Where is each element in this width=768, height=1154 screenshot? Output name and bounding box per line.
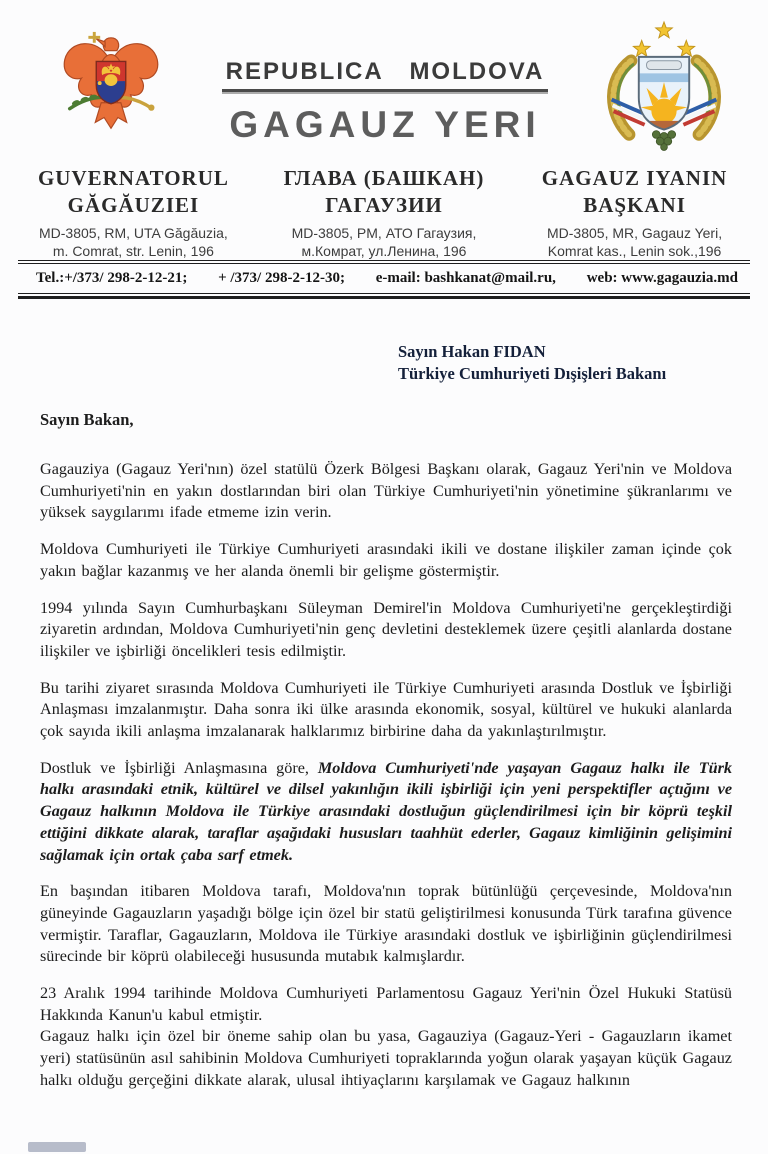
gagauzia-coat-of-arms bbox=[600, 16, 728, 159]
scan-artifact bbox=[28, 1142, 86, 1152]
office-title-russian: ГЛАВА (БАШКАН) ГАГАУЗИИ bbox=[283, 166, 485, 217]
paragraph-5-quote: Moldova Cumhuriyeti'nde yaşayan Gagauz halkı ile Türk halkı arasındaki etnik, kültürel ve dilsel yakınlığın ikili işbirliği için yeni perspektifler açtığını ve Gagauz halkının Moldova ile Türkiye arasındaki dostluğun güçlendirilmesi için bir köprü teşkil ettiğini dikkate alarak, taraflar aşağıdaki hususları taahhüt ederler, Gagauz kimliğinin gelişimini sağlamak için ortak çaba sarf etmek. bbox=[40, 758, 732, 864]
salutation: Sayın Bakan, bbox=[40, 410, 134, 429]
body-paragraph-6: En başından itibaren Moldova tarafı, Moldova'nın toprak bütünlüğü çerçevesinde, Moldova'nın güneyinde Gagauzların yaşadığı bölge için özel bir statü geliştirilmesi konusunda Türk tarafına güvence vermiştir. Taraflar, Gagauzların, Moldova ile Türkiye arasındaki dostluk ve işbirliğinin güçlendirilmesi sürecinde bir köprü olabileceği hususunda mutabık kalmışlardır. bbox=[40, 882, 732, 966]
body-paragraph-2: Moldova Cumhuriyeti ile Türkiye Cumhuriyeti arasındaki ikili ve dostane ilişkiler zaman içinde çok yakın bağlar kazanmış ve her alanda önemli bir gelişme göstermiştir. bbox=[40, 540, 732, 580]
office-column-russian bbox=[257, 165, 511, 260]
office-column-romanian bbox=[10, 165, 257, 260]
email-address: e-mail: bashkanat@mail.ru, bbox=[375, 270, 556, 286]
contact-bar bbox=[0, 260, 768, 299]
body-paragraph-1: Gagauziya (Gagauz Yeri'nın) özel statülü Özerk Bölgesi Başkanı olarak, Gagauz Yeri'nin ve Moldova Cumhuriyeti'nin en yakın dostlarından biri olan Türkiye Cumhuriyeti'nin yönetimine şükranlarımı ve yüksek saygılarımı ifade etmeme izin verin. bbox=[40, 460, 732, 522]
recipient-name: Sayın Hakan FIDAN bbox=[398, 342, 546, 361]
phone-number-1: Tel.:+/373/ 298-2-12-21; bbox=[36, 270, 188, 286]
letterhead-title-block bbox=[170, 24, 600, 146]
divider-line bbox=[18, 293, 750, 294]
body-paragraph-5 bbox=[40, 758, 732, 867]
page-title: GAGAUZ YERI bbox=[229, 104, 541, 145]
moldova-coat-of-arms bbox=[52, 24, 170, 155]
letterhead bbox=[0, 0, 768, 159]
letter-body bbox=[0, 341, 768, 1092]
recipient-block bbox=[398, 341, 732, 385]
divider-line bbox=[18, 296, 750, 299]
body-paragraph-3: 1994 yılında Sayın Cumhurbaşkanı Süleyman Demirel'in Moldova Cumhuriyeti'ne gerçekleştirdiği ziyaretin ardından, Moldova Cumhuriyeti'nin genç devletini desteklemek üzere çeşitli alanlarda dostane ilişkiler ve işbirliği öncelikleri tesis edilmiştir. bbox=[40, 598, 732, 660]
office-address-romanian: MD-3805, RM, UTA Găgăuzia, m. Comrat, str. Lenin, 196 bbox=[39, 225, 228, 259]
office-address-russian: MD-3805, PM, АТО Гагаузия, м.Комрат, ул.Ленина, 196 bbox=[291, 225, 477, 259]
office-title-gagauz: GAGAUZ IYANIN BAŞKANI bbox=[541, 166, 728, 217]
republic-line: REPUBLICA MOLDOVA bbox=[222, 58, 549, 92]
office-column-gagauz bbox=[511, 165, 758, 260]
body-paragraph-7: 23 Aralık 1994 tarihinde Moldova Cumhuriyeti Parlamentosu Gagauz Yeri'nin Özel Hukuki Statüsü Hakkında Kanun'u kabul etmiştir. bbox=[40, 984, 732, 1024]
website-address: web: www.gagauzia.md bbox=[586, 270, 738, 286]
body-paragraph-4: Bu tarihi ziyaret sırasında Moldova Cumhuriyeti ile Türkiye Cumhuriyeti arasında Dostluk ve İşbirliği Anlaşması imzalanmıştır. Daha sonra iki ülke arasında ekonomik, sosyal, kültürel ve hukuki alanlarda çok sayıda ikili anlaşma imzalanarak halklarımız birbirine daha da yakınlaştırılmıştır. bbox=[40, 678, 732, 741]
office-address-gagauz: MD-3805, MR, Gagauz Yeri, Komrat kas., Lenin sok.,196 bbox=[547, 225, 723, 259]
phone-number-2: + /373/ 298-2-12-30; bbox=[218, 270, 345, 286]
divider-line bbox=[18, 260, 750, 261]
paragraph-5-lead: Dostluk ve İşbirliği Anlaşmasına göre, bbox=[40, 758, 318, 777]
body-paragraph-8: Gagauz halkı için özel bir öneme sahip olan bu yasa, Gagauziya (Gagauz-Yeri - Gagauzların ikamet yeri) statüsünün asıl sahibinin Moldova Cumhuriyeti topraklarında yoğun olarak yaşayan küçük Gagauz halkı olduğu gerçeğini dikkate alarak, ulusal ihtiyaçlarını karşılamak ve Gagauz halkının bbox=[40, 1027, 732, 1089]
contact-row bbox=[0, 264, 768, 293]
recipient-title: Türkiye Cumhuriyeti Dışişleri Bakanı bbox=[398, 364, 667, 383]
office-title-romanian: GUVERNATORUL GĂGĂUZIEI bbox=[37, 166, 229, 217]
letterhead-columns bbox=[0, 165, 768, 260]
